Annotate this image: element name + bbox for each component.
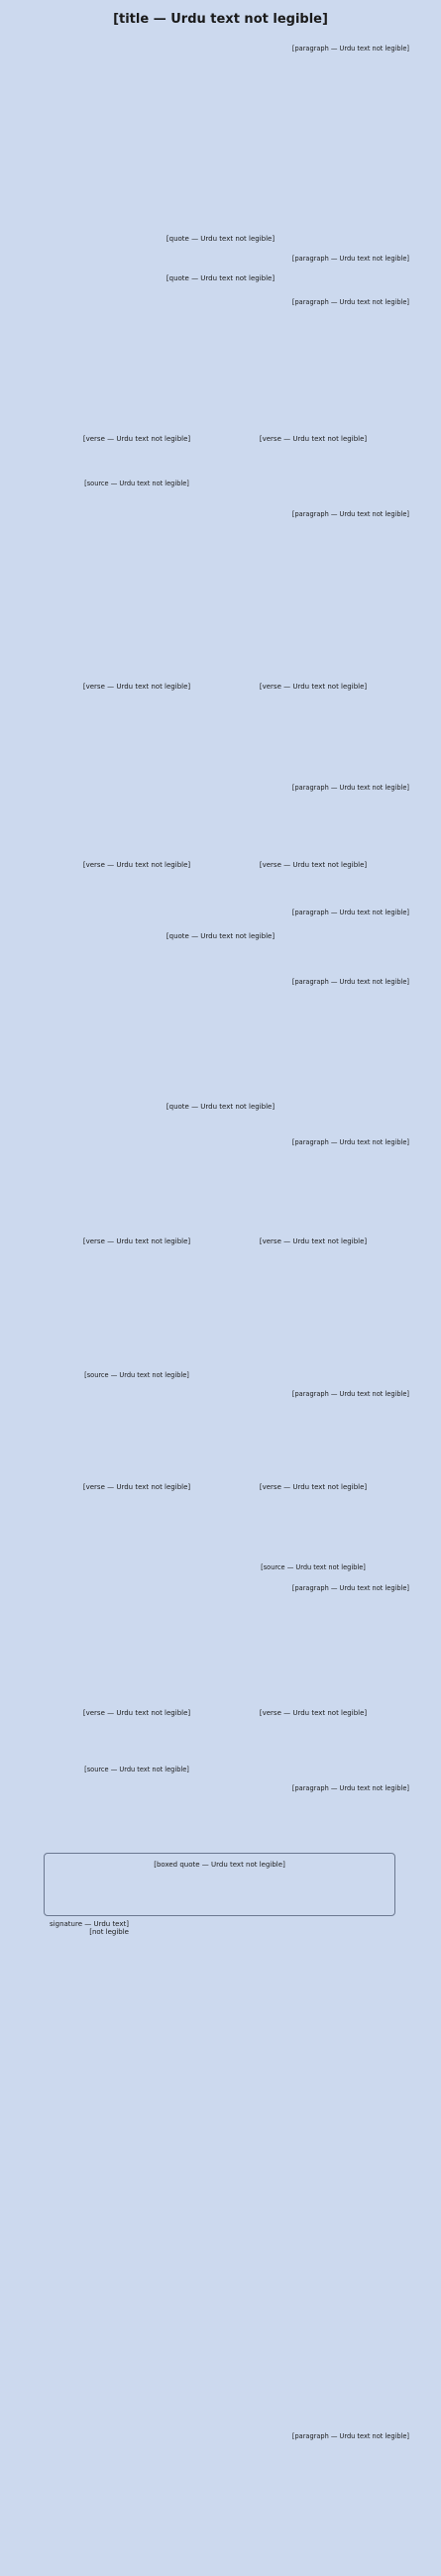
verse-4-source: [source — Urdu text not legible] [84,1371,189,1379]
verse-2-left: [verse — Urdu text not legible] [82,683,191,691]
paragraph-6: [paragraph — Urdu text not legible] [291,978,409,986]
quote-4: [quote — Urdu text not legible] [165,1103,276,1111]
verse-3-right: [verse — Urdu text not legible] [259,861,368,869]
quote-1: [quote — Urdu text not legible] [165,235,276,243]
paragraph-10: [paragraph — Urdu text not legible] [291,1784,409,1792]
verse-4-right: [verse — Urdu text not legible] [259,1237,368,1245]
paragraph-9: [paragraph — Urdu text not legible] [291,1584,409,1592]
boxed-quote-signature: [signature — Urdu text not legible] [50,1920,129,1936]
verse-6-source: [source — Urdu text not legible] [84,1766,189,1773]
verse-5-left: [verse — Urdu text not legible] [82,1483,191,1491]
verse-6-left: [verse — Urdu text not legible] [82,1709,191,1717]
paragraph-1: [paragraph — Urdu text not legible] [291,45,409,53]
paragraph-7: [paragraph — Urdu text not legible] [291,1138,409,1146]
paragraph-3: [paragraph — Urdu text not legible] [291,510,409,518]
verse-1-right: [verse — Urdu text not legible] [259,435,368,443]
paragraph-5: [paragraph — Urdu text not legible] [291,909,409,916]
verse-5-source: [source — Urdu text not legible] [261,1563,366,1571]
verse-6-right: [verse — Urdu text not legible] [259,1709,368,1717]
paragraph-8: [paragraph — Urdu text not legible] [291,1390,409,1398]
verse-1-left: [verse — Urdu text not legible] [82,435,191,443]
paragraph-4: [paragraph — Urdu text not legible] [291,784,409,792]
paragraph-2: [paragraph — Urdu text not legible] [291,298,409,306]
verse-3-left: [verse — Urdu text not legible] [82,861,191,869]
boxed-quote-text: [boxed quote — Urdu text not legible] [154,1861,285,1869]
paragraph-11: [paragraph — Urdu text not legible] [291,2432,409,2440]
verse-2-right: [verse — Urdu text not legible] [259,683,368,691]
verse-4-left: [verse — Urdu text not legible] [82,1237,191,1245]
quote-3: [quote — Urdu text not legible] [165,932,276,940]
verse-1-source: [source — Urdu text not legible] [84,480,189,487]
quote-2: [quote — Urdu text not legible] [165,274,276,282]
paragraph-2-intro: [paragraph — Urdu text not legible] [291,255,409,263]
verse-5-right: [verse — Urdu text not legible] [259,1483,368,1491]
page-title: [title — Urdu text not legible] [113,12,328,27]
boxed-quote [44,1853,395,1916]
